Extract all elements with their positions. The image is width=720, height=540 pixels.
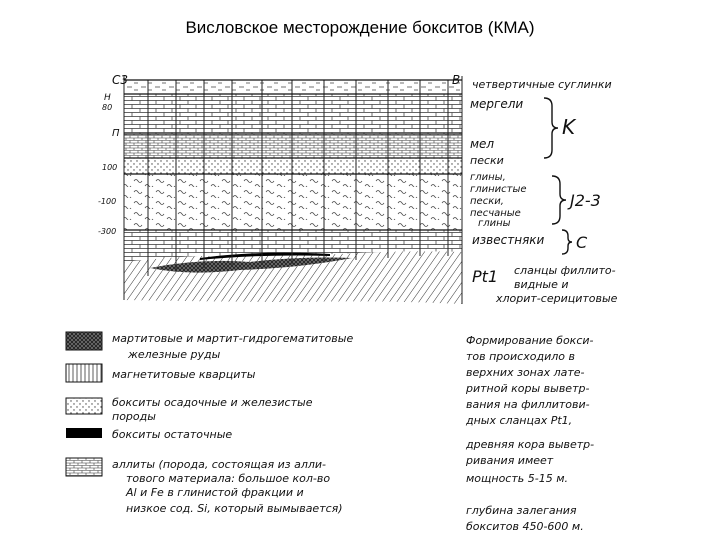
legend-text: Al и Fe в глинистой фракции и	[126, 486, 304, 499]
layer-marl	[124, 94, 462, 134]
note-line: древняя кора выветр-	[466, 438, 595, 451]
system-label-pt: Pt1	[472, 267, 499, 286]
legend-text: мартитовые и мартит-гидрогематитовые	[112, 332, 354, 345]
layer-label-clays-4: песчаные	[470, 208, 521, 219]
layer-label-clays-2: глинистые	[470, 184, 527, 195]
legend-text: тового материала: большое кол-во	[126, 472, 331, 485]
section	[124, 76, 462, 304]
notes	[465, 334, 594, 533]
direction-letter: С3	[112, 73, 129, 87]
layer-label-schists-1: сланцы филлито-	[514, 264, 616, 277]
layer-quaternary	[124, 80, 462, 94]
layer-chalk	[124, 134, 462, 158]
layer-label-sands: пески	[470, 154, 504, 167]
system-label-c: C	[576, 233, 588, 252]
legend-text: магнетитовые кварциты	[112, 368, 256, 381]
brace-k	[544, 98, 558, 158]
layer-label-clays-3: пески,	[470, 196, 504, 207]
legend-swatch-sedimentary-bauxite	[66, 398, 102, 414]
layer-label-clays-5: глины	[478, 218, 511, 229]
note-line: тов происходило в	[466, 350, 575, 363]
direction-letter: П	[112, 128, 120, 139]
legend-swatch-residual-bauxite	[66, 428, 102, 438]
legend-swatch-allite	[66, 458, 102, 476]
layer-label-limestone: известняки	[472, 233, 545, 247]
layer-label-schists-2: видные и	[514, 278, 569, 291]
legend-text: бокситы осадочные и железистые	[112, 396, 313, 409]
direction-letter: Н	[104, 93, 111, 103]
legend-swatch-iron-ore	[66, 332, 102, 350]
legend-text: бокситы остаточные	[112, 428, 233, 441]
legend-swatch-magnetite	[66, 364, 102, 382]
brace-j	[552, 176, 566, 224]
legend-text: низкое сод. Si, который вымывается)	[126, 502, 343, 515]
legend-text: аллиты (порода, состоящая из алли-	[112, 458, 327, 471]
layer-label-clays-1: глины,	[470, 172, 506, 183]
depth-tick: -300	[98, 227, 117, 236]
layer-label-quaternary: четвертичные суглинки	[472, 78, 612, 91]
note-line: верхних зонах лате-	[466, 366, 585, 379]
slide-title: Висловское месторождение бокситов (КМА)	[185, 18, 535, 37]
brace-c	[562, 230, 572, 254]
layer-sands	[124, 158, 462, 174]
legend-text: железные руды	[128, 348, 221, 361]
note-line: ритной коры выветр-	[466, 382, 590, 395]
depth-tick: 100	[102, 163, 118, 172]
layer-clays	[124, 174, 462, 230]
system-label-k: K	[562, 115, 576, 139]
note-line: ривания имеет	[466, 454, 554, 467]
note-line: вания на филлитови-	[466, 398, 590, 411]
note-line: Формирование бокси-	[466, 334, 594, 347]
note-line: мощность 5-15 м.	[466, 472, 569, 485]
legend	[66, 332, 353, 515]
note-line: дных сланцах Pt1,	[466, 414, 573, 427]
note-line: бокситов 450-600 м.	[466, 520, 584, 533]
layer-label-chalk: мел	[470, 137, 495, 151]
note-line: глубина залегания	[466, 504, 577, 517]
system-label-j: J2-3	[570, 191, 601, 210]
direction-letter-east: В	[452, 73, 461, 87]
depth-tick: 80	[102, 103, 113, 112]
layer-label-schists-3: хлорит-серицитовые	[496, 292, 618, 305]
depth-tick: -100	[98, 197, 117, 206]
legend-text: породы	[112, 410, 156, 423]
layer-label-marl: мергели	[470, 97, 524, 111]
